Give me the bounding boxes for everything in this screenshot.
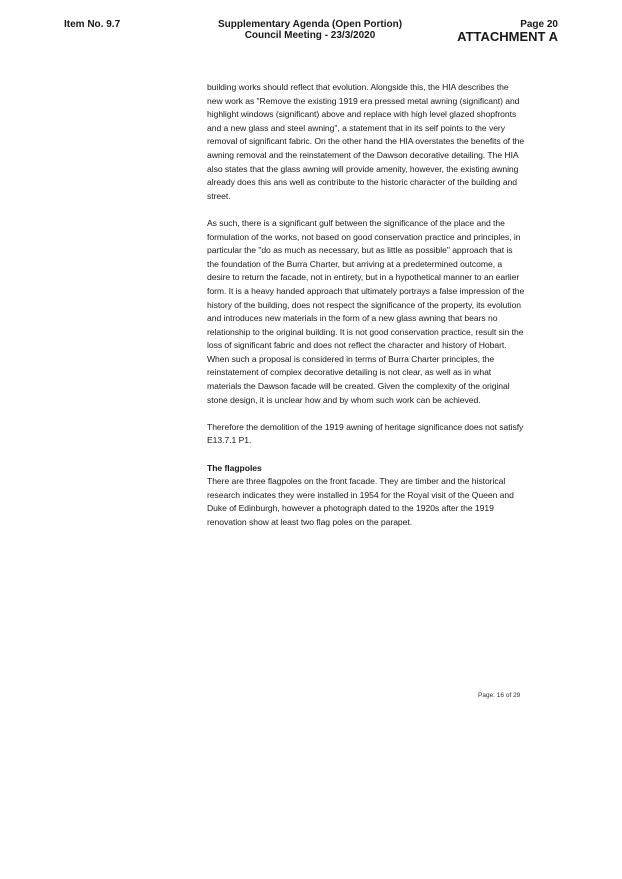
page-header	[457, 19, 558, 44]
section-heading: The flagpoles	[207, 462, 262, 473]
agenda-title: Supplementary Agenda (Open Portion)	[217, 19, 403, 30]
meeting-date: Council Meeting - 23/3/2020	[244, 30, 376, 41]
body-paragraph: There are three flagpoles on the front facade. They are timber and the historical research indicates they were installed in 1954 for the Royal visit of the Queen and Duke of Edinburgh, however a photograph dated to the 1920s after the 1919 renovation show at least two flag poles on the parapet.	[207, 476, 514, 527]
body-paragraph: Therefore the demolition of the 1919 awning of heritage significance does not satisfy E13.7.1 P1.	[207, 421, 524, 446]
page-number: Page 20	[520, 19, 558, 30]
item-number: Item No. 9.7	[64, 19, 121, 30]
document-body	[207, 81, 525, 543]
page-footer: Page: 16 of 29	[478, 692, 521, 699]
body-paragraph: building works should reflect that evolution. Alongside this, the HIA describes the new work as "Remove the existing 1919 era pressed metal awning (significant) and highlight windows (significant) above and replace with high level glazed shopfronts and a new glass and steel awning", a statement that in its self points to the very removal of significant fabric. On the other hand the HIA overstates the benefits of the awning removal and the reinstatement of the Dawson decorative detailing. The HIA also states that the glass awning will provide amenity, however, the existing awning already does this ans well as contribute to the historic character of the building and street.	[207, 82, 525, 201]
attachment-label: ATTACHMENT A	[457, 29, 558, 44]
body-paragraph: As such, there is a significant gulf between the significance of the place and the formulation of the works, not based on good conservation practice and principles, in particular the "do as much as necessary, but as little as possible" approach that is the foundation of the Burra Charter, but arriving at a predetermined outcome, a desire to return the facade, not in entirety, but in a hypothetical manner to an earlier form. It is a heavy handed approach that ultimately portrays a false impression of the history of the building, does not respect the significance of the property, its evolution and introduces new materials in the form of a new glass awning that bears no relationship to the original building. It is not good conservation practice, result sin the loss of significant fabric and does not reflect the character and history of Hobart. When such a proposal is considered in terms of Burra Charter principles, the reinstatement of complex decorative detailing is not clear, as well as in what materials the Dawson facade will be created. Given the complexity of the original stone design, it is unclear how and by whom such work can be achieved.	[207, 217, 525, 405]
agenda-header	[190, 19, 430, 41]
